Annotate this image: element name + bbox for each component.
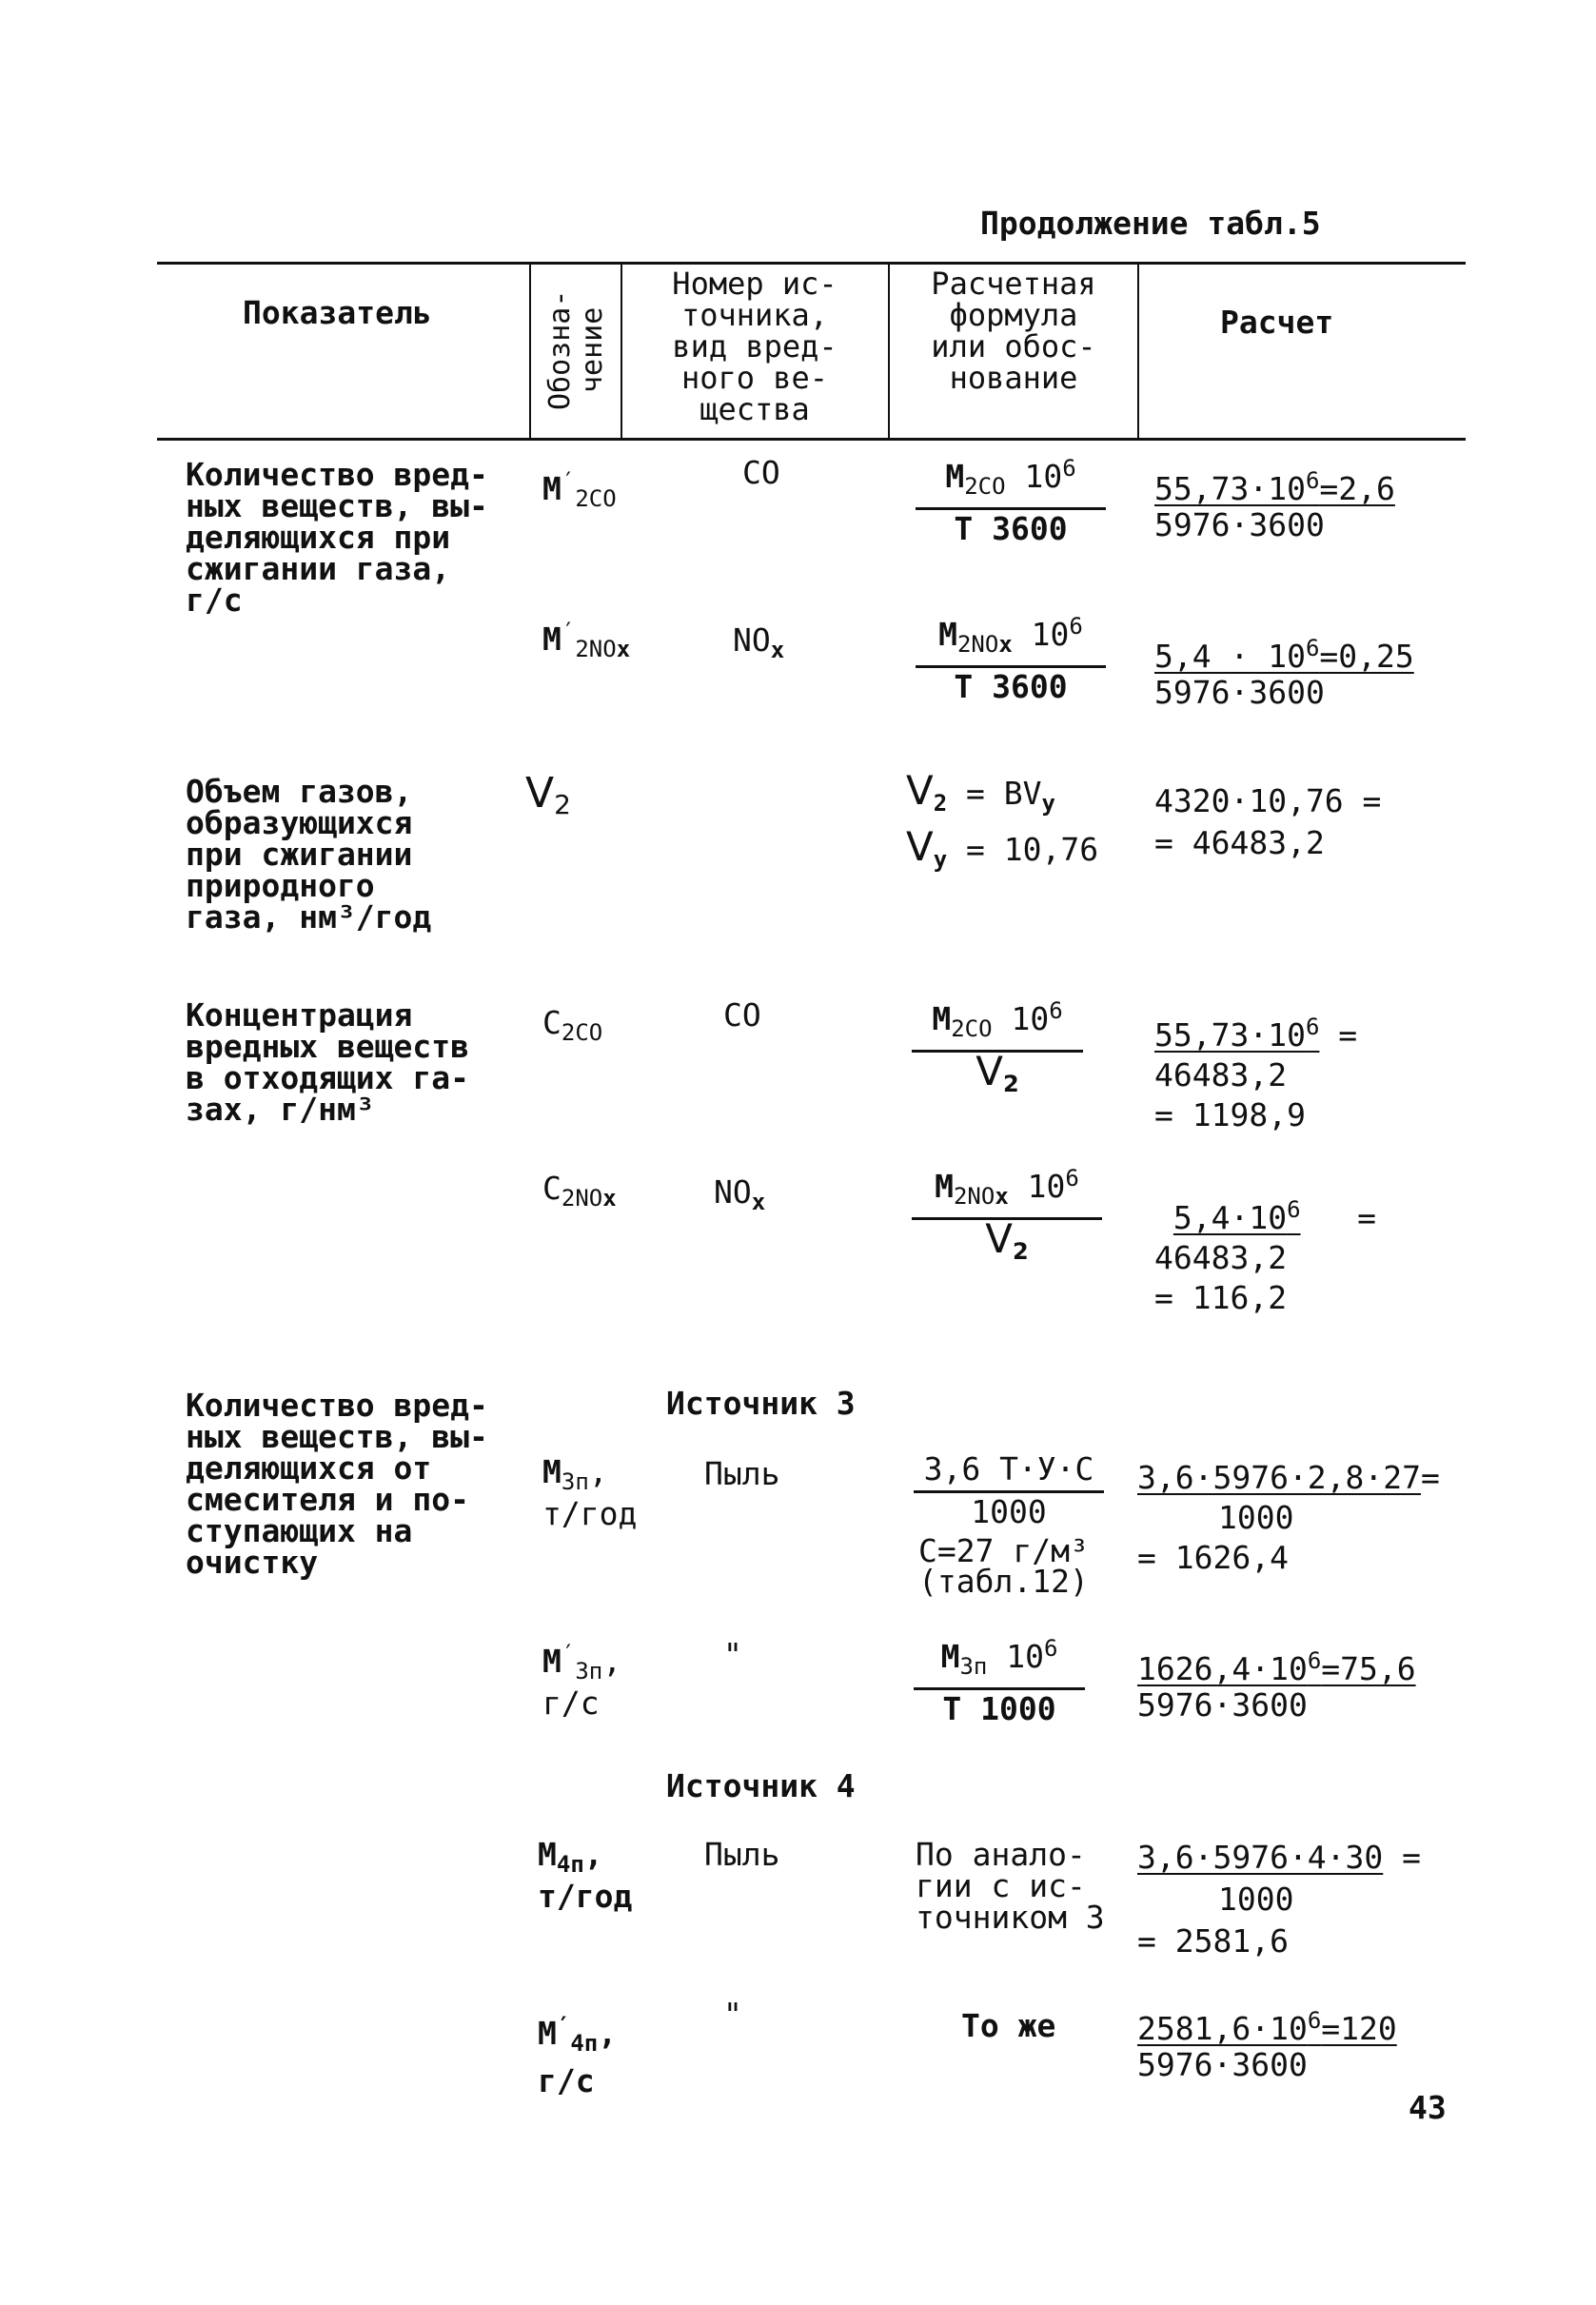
indicator-line: Количество вред- — [186, 1387, 488, 1424]
calc-equals: = — [1338, 1016, 1358, 1054]
row4b-calc — [1137, 1645, 1416, 1722]
symbol-letter: C — [542, 1170, 562, 1207]
indicator-line: при сжигании — [186, 836, 413, 873]
symbol-subscript: 2CO — [561, 1019, 603, 1046]
symbol-subscript: 2 — [554, 789, 571, 820]
indicator-line: Концентрация — [186, 996, 413, 1034]
calc-numerator: 2581,6·10 — [1137, 2010, 1308, 2047]
indicator-line: Объем газов, — [186, 773, 413, 810]
row5a-symbol — [538, 1836, 633, 1915]
header-source-line: Номер ис- — [672, 266, 837, 302]
formula-text-line: гии с ис- — [916, 1867, 1086, 1904]
row1b-calc — [1154, 632, 1414, 709]
calc-exponent: 6 — [1305, 467, 1320, 494]
header-indicator: Показатель — [243, 294, 432, 331]
row1b-symbol — [542, 615, 630, 665]
symbol-subscript: 2NO — [575, 636, 617, 662]
calc-denominator: 46483,2 — [1154, 1239, 1288, 1276]
formula-denominator: T 3600 — [954, 510, 1068, 547]
indicator-line: Количество вред- — [186, 456, 488, 493]
prime-mark: ′ — [561, 467, 576, 494]
formula-exponent: 6 — [1049, 997, 1063, 1024]
calc-result: = 1198,9 — [1154, 1096, 1306, 1133]
formula-subscript: 2 — [1013, 1238, 1029, 1265]
formula-letter: M — [932, 1000, 952, 1037]
formula-subscript: 2NO — [956, 631, 999, 658]
formula-power-base: 10 — [1031, 616, 1070, 653]
indicator-line: образующихся — [186, 804, 413, 841]
calc-numerator: 5,4 · 10 — [1154, 638, 1306, 675]
row5b-formula: То же — [961, 2007, 1056, 2044]
formula-note: (табл.12) — [918, 1563, 1089, 1600]
row4-indicator — [186, 1387, 488, 1581]
formula-letter: V — [985, 1215, 1014, 1262]
calc-result: =120 — [1321, 2010, 1397, 2047]
symbol-letter: M — [542, 470, 562, 507]
symbol-unit: , т/год — [538, 1836, 633, 1915]
indicator-line: деляющихся при — [186, 519, 451, 556]
row2-symbol — [525, 769, 571, 820]
prime-mark: ′ — [556, 2012, 571, 2039]
calc-exponent: 6 — [1305, 635, 1320, 661]
row4a-note — [918, 1532, 1089, 1600]
calc-denominator: 1000 — [1218, 1499, 1294, 1536]
formula-exponent: 6 — [1065, 1165, 1079, 1192]
table-top-rule — [157, 262, 1466, 265]
calc-denominator: 5976·3600 — [1137, 2046, 1308, 2083]
calc-equals: = — [1357, 1199, 1377, 1236]
row4a-symbol — [542, 1453, 638, 1532]
formula-power-base: 10 — [1024, 458, 1063, 495]
header-source-line: ного ве- — [680, 360, 829, 396]
indicator-line: смесителя и по- — [186, 1481, 470, 1518]
indicator-line: ступающих на — [186, 1512, 413, 1549]
row3b-calc — [1154, 1190, 1376, 1318]
formula-letter: V — [906, 767, 934, 814]
row5b-source: " — [723, 1996, 742, 2033]
formula-letter: M — [945, 458, 965, 495]
row1b-source — [733, 621, 785, 666]
formula-subscript: 2CO — [964, 473, 1006, 500]
symbol-letter: M — [538, 1836, 557, 1873]
calc-exponent: 6 — [1305, 1014, 1320, 1040]
calc-numerator: 5,4·10 — [1172, 1199, 1288, 1236]
row2-calc — [1154, 780, 1381, 864]
formula-text: = BV — [947, 775, 1042, 812]
prime-mark: ′ — [561, 1640, 576, 1666]
indicator-line: ных веществ, вы- — [186, 1418, 488, 1455]
row3b-symbol — [542, 1172, 617, 1214]
formula-subscript: 3п — [959, 1653, 988, 1680]
row3a-symbol — [542, 1004, 603, 1049]
row1a-symbol — [542, 464, 617, 515]
formula-power-base: 10 — [1027, 1168, 1066, 1205]
calc-result: = 2581,6 — [1137, 1922, 1289, 1960]
calc-exponent: 6 — [1287, 1196, 1301, 1223]
row4a-calc — [1137, 1458, 1440, 1578]
calc-numerator: 55,73·10 — [1154, 470, 1306, 507]
column-divider-1 — [529, 262, 531, 441]
source-3-heading: Источник 3 — [666, 1385, 856, 1422]
header-source-line: щества — [699, 391, 810, 427]
row4b-formula — [914, 1629, 1085, 1728]
row3a-source: CO — [723, 996, 761, 1034]
source-subscript: x — [751, 1189, 766, 1215]
indicator-line: ных веществ, вы- — [186, 487, 488, 524]
formula-subscript-x: x — [998, 631, 1013, 658]
symbol-unit: , г/с — [538, 2015, 618, 2099]
formula-note: C=27 г/м³ — [918, 1532, 1089, 1569]
calc-equals: = — [1421, 1459, 1440, 1496]
formula-subscript: 2NO — [953, 1183, 995, 1210]
row3b-source — [714, 1173, 766, 1218]
header-designation: Обозна- чение — [543, 289, 609, 411]
symbol-letter: M — [542, 1453, 562, 1490]
formula-subscript: 2 — [933, 790, 948, 817]
calc-denominator: 46483,2 — [1154, 1056, 1288, 1093]
calc-equals: = — [1402, 1839, 1422, 1876]
formula-exponent: 6 — [1062, 455, 1076, 482]
formula-letter: V — [975, 1048, 1004, 1094]
formula-text-line: По анало- — [916, 1836, 1086, 1873]
calc-result: =2,6 — [1319, 470, 1395, 507]
row5b-calc — [1137, 2004, 1397, 2081]
calc-result: = 116,2 — [1154, 1279, 1288, 1316]
calc-numerator: 1626,4·10 — [1137, 1650, 1308, 1687]
row5b-symbol — [538, 2006, 617, 2100]
indicator-line: природного — [186, 867, 375, 904]
formula-letter: M — [938, 616, 957, 653]
formula-text: = 10,76 — [947, 831, 1099, 868]
source-formula: NO — [714, 1173, 752, 1211]
row3a-formula — [912, 992, 1083, 1103]
symbol-subscript-x: x — [602, 1185, 617, 1212]
formula-letter: V — [906, 823, 934, 870]
indicator-line: сжигании газа, — [186, 550, 451, 587]
formula-letter: M — [935, 1168, 954, 1205]
calc-denominator: 5976·3600 — [1154, 674, 1325, 711]
row4b-source: " — [723, 1636, 742, 1673]
formula-power-base: 10 — [1006, 1638, 1044, 1675]
prime-mark: ′ — [561, 618, 576, 644]
row5a-source: Пыль — [704, 1836, 780, 1873]
header-source-line: точника, — [680, 297, 829, 333]
symbol-subscript-x: x — [616, 636, 631, 662]
indicator-line: зах, г/нм³ — [186, 1091, 375, 1128]
calc-numerator: 55,73·10 — [1154, 1016, 1306, 1054]
column-divider-4 — [1137, 262, 1139, 441]
calc-line: = 46483,2 — [1154, 824, 1325, 861]
header-formula-line: или обос- — [931, 328, 1096, 364]
row5a-formula — [916, 1836, 1105, 1936]
row4b-symbol — [542, 1637, 621, 1720]
calc-exponent: 6 — [1307, 1647, 1322, 1674]
symbol-letter: C — [542, 1004, 562, 1041]
symbol-letter: M — [538, 2015, 557, 2052]
formula-exponent: 6 — [1069, 613, 1083, 640]
formula-subscript: y — [933, 846, 948, 873]
source-formula: NO — [733, 621, 771, 659]
symbol-subscript: 2NO — [561, 1185, 603, 1212]
header-formula-line: Расчетная — [931, 266, 1096, 302]
formula-denominator: T 3600 — [954, 668, 1068, 705]
source-4-heading: Источник 4 — [666, 1767, 856, 1804]
calc-result: =75,6 — [1321, 1650, 1416, 1687]
formula-power-base: 10 — [1011, 1000, 1050, 1037]
calc-numerator: 3,6·5976·2,8·27 — [1137, 1459, 1422, 1496]
formula-exponent: 6 — [1043, 1635, 1058, 1662]
symbol-letter: M — [542, 621, 562, 658]
table-caption: Продолжение табл.5 — [980, 205, 1321, 242]
calc-line: 4320·10,76 = — [1154, 782, 1382, 819]
header-formula-line: формула — [949, 297, 1078, 333]
formula-text-line: точником 3 — [916, 1899, 1105, 1936]
formula-subscript: 2CO — [951, 1015, 993, 1042]
calc-result: = 1626,4 — [1137, 1539, 1289, 1576]
row3a-calc — [1154, 1007, 1357, 1135]
calc-denominator: 1000 — [1218, 1881, 1294, 1918]
indicator-line: г/с — [186, 581, 243, 619]
column-divider-3 — [888, 262, 890, 441]
calc-denominator: 5976·3600 — [1154, 506, 1325, 543]
symbol-letter: V — [525, 769, 555, 818]
formula-subscript-x: x — [995, 1183, 1009, 1210]
calc-result: =0,25 — [1319, 638, 1414, 675]
header-source — [630, 268, 879, 425]
row1b-formula — [916, 607, 1106, 706]
symbol-subscript: 3п — [575, 1658, 603, 1684]
symbol-unit: , т/год — [542, 1453, 638, 1532]
formula-numerator: 3,6 T·У·C — [914, 1450, 1104, 1493]
indicator-line: вредных веществ — [186, 1028, 470, 1065]
header-formula-line: нование — [949, 360, 1078, 396]
page-number: 43 — [1409, 2089, 1447, 2126]
symbol-subscript: 3п — [561, 1468, 589, 1495]
row1a-formula — [916, 449, 1106, 548]
header-calculation: Расчет — [1220, 304, 1334, 341]
indicator-line: деляющихся от — [186, 1449, 432, 1487]
header-formula — [895, 268, 1133, 394]
header-source-line: вид вред- — [672, 328, 837, 364]
symbol-subscript: 2CO — [575, 485, 617, 512]
row3b-formula — [912, 1159, 1102, 1271]
formula-denominator: 1000 — [971, 1493, 1047, 1530]
calc-numerator: 3,6·5976·4·30 — [1137, 1839, 1384, 1876]
row4a-formula — [914, 1450, 1104, 1531]
indicator-line: очистку — [186, 1544, 319, 1581]
row1a-source: CO — [742, 454, 780, 491]
indicator-line: газа, нм³/год — [186, 898, 432, 936]
row3-indicator — [186, 996, 470, 1128]
source-subscript: x — [770, 637, 785, 663]
formula-subscript: y — [1041, 790, 1055, 817]
row1-indicator — [186, 456, 488, 619]
symbol-letter: M — [542, 1643, 562, 1680]
row2-indicator — [186, 773, 432, 936]
column-divider-2 — [621, 262, 622, 441]
row4a-source: Пыль — [704, 1455, 780, 1492]
symbol-subscript: 4п — [570, 2030, 599, 2057]
calc-denominator: 5976·3600 — [1137, 1686, 1308, 1724]
row5a-calc — [1137, 1837, 1421, 1962]
formula-letter: M — [940, 1638, 960, 1675]
row1a-calc — [1154, 464, 1395, 542]
calc-exponent: 6 — [1307, 2007, 1322, 2034]
formula-denominator: T 1000 — [942, 1690, 1056, 1727]
table-header-rule — [157, 438, 1466, 441]
row2-formula — [906, 769, 1098, 881]
symbol-subscript: 4п — [556, 1851, 584, 1878]
indicator-line: в отходящих га- — [186, 1059, 470, 1096]
formula-subscript: 2 — [1003, 1071, 1019, 1097]
symbol-unit: , г/с — [542, 1643, 622, 1722]
